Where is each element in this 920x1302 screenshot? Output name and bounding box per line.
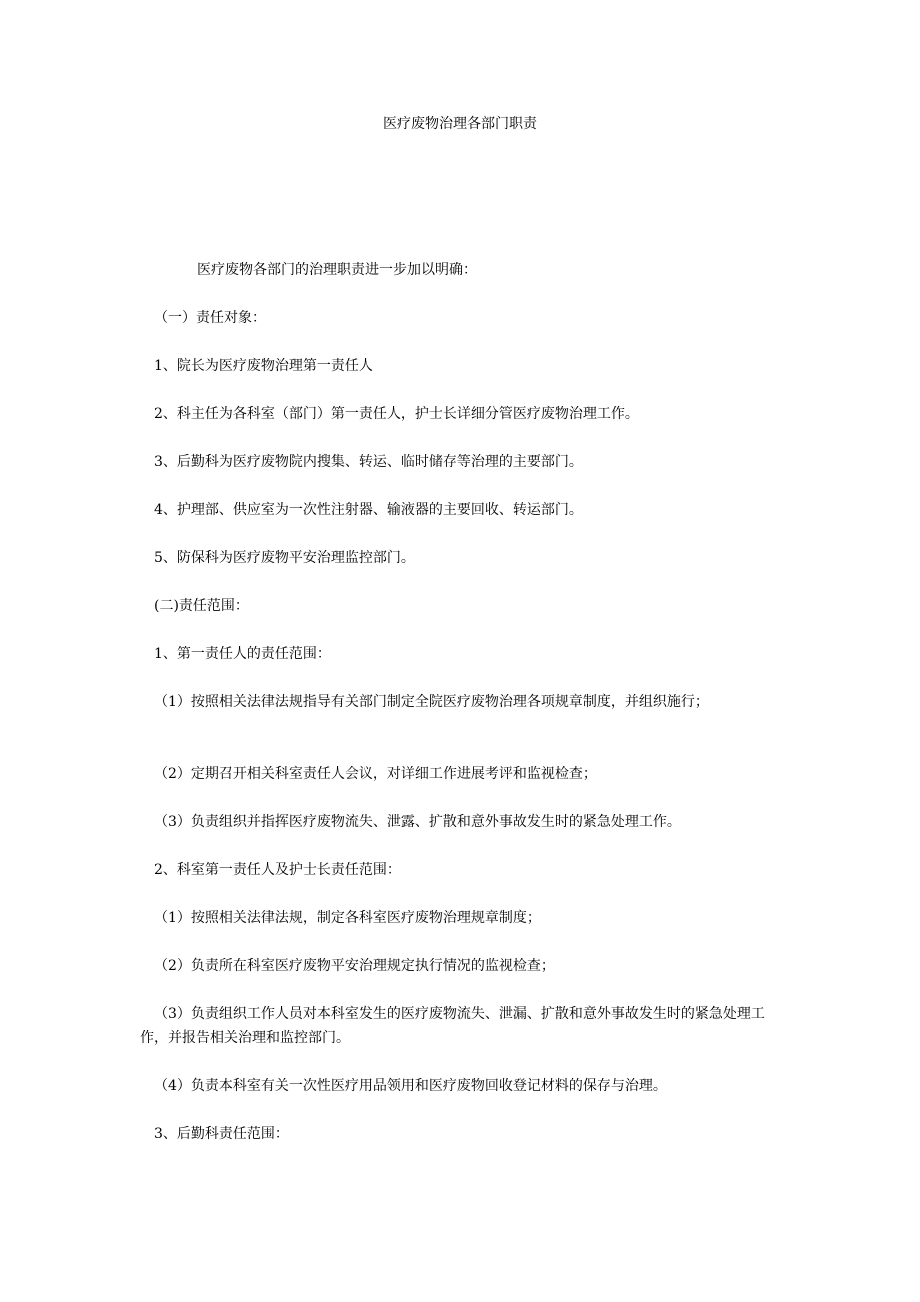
sub2-item: （4）负责本科室有关一次性医疗用品领用和医疗废物回收登记材料的保存与治理。 xyxy=(154,1078,667,1094)
section1-heading: （一）责任对象： xyxy=(154,310,266,326)
sub3-heading: 3、后勤科责任范围： xyxy=(154,1126,289,1142)
section1-item: 4、护理部、供应室为一次性注射器、输液器的主要回收、转运部门。 xyxy=(154,502,583,518)
section1-item: 1、院长为医疗废物治理第一责任人 xyxy=(154,358,373,374)
sub2-item: （1）按照相关法律法规，制定各科室医疗废物治理规章制度； xyxy=(154,910,541,926)
sub2-heading: 2、科室第一责任人及护士长责任范围： xyxy=(154,862,401,878)
section2-heading: (二)责任范围： xyxy=(154,598,249,614)
document-title: 医疗废物治理各部门职责 xyxy=(383,116,537,132)
sub2-item: （2）负责所在科室医疗废物平安治理规定执行情况的监视检查； xyxy=(154,958,555,974)
sub1-heading: 1、第一责任人的责任范围： xyxy=(154,646,331,662)
section1-item: 3、后勤科为医疗废物院内搜集、转运、临时储存等治理的主要部门。 xyxy=(154,454,583,470)
intro-paragraph: 医疗废物各部门的治理职责进一步加以明确： xyxy=(197,262,477,278)
sub1-item: （3）负责组织并指挥医疗废物流失、泄露、扩散和意外事故发生时的紧急处理工作。 xyxy=(154,814,681,830)
sub2-item: （3）负责组织工作人员对本科室发生的医疗废物流失、泄漏、扩散和意外事故发生时的紧急处理工作，并报告相关治理和监控部门。 xyxy=(140,1006,765,1046)
sub1-item: （2）定期召开相关科室责任人会议，对详细工作进展考评和监视检查； xyxy=(154,766,597,782)
section1-item: 2、科主任为各科室（部门）第一责任人，护士长详细分管医疗废物治理工作。 xyxy=(154,406,639,422)
section1-item: 5、防保科为医疗废物平安治理监控部门。 xyxy=(154,550,415,566)
sub1-item: （1）按照相关法律法规指导有关部门制定全院医疗废物治理各项规章制度，并组织施行； xyxy=(154,694,709,710)
